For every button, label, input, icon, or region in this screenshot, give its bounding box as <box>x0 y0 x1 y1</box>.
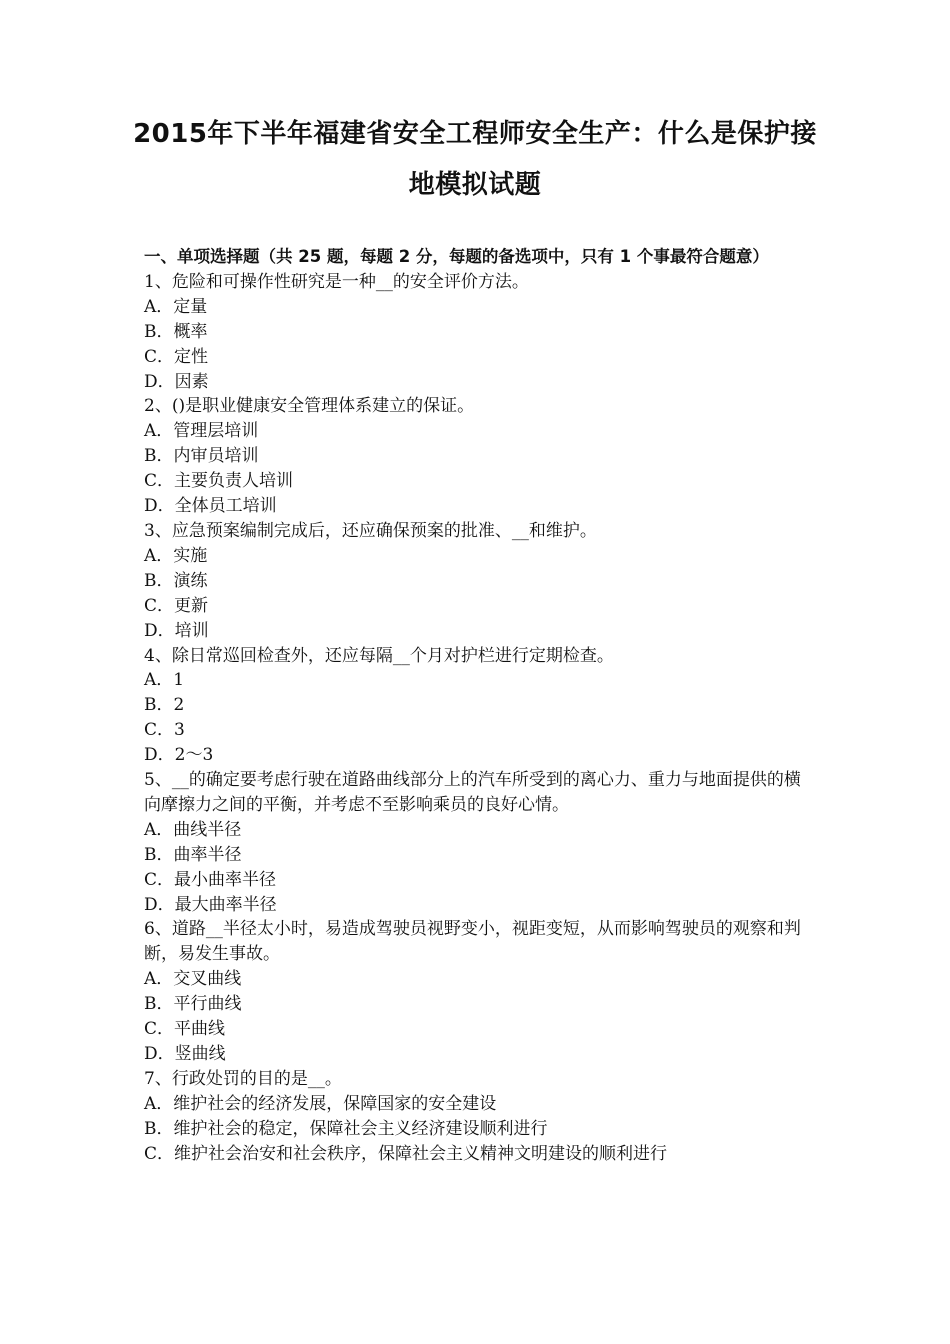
option-a: A．交叉曲线 <box>144 969 242 990</box>
option-d: D．因素 <box>144 371 209 392</box>
option-c: C．主要负责人培训 <box>144 471 294 492</box>
document-body <box>144 245 814 1167</box>
question-7 <box>144 1067 814 1167</box>
option-d: D．2～3 <box>144 745 214 766</box>
option-c: C．定性 <box>144 346 209 367</box>
option-a: A．定量 <box>144 296 208 317</box>
question-6 <box>144 917 814 1066</box>
option-d: D．最大曲率半径 <box>144 894 277 915</box>
option-a: A．1 <box>144 670 185 691</box>
question-stem: 4、除日常巡回检查外，还应每隔__个月对护栏进行定期检查。 <box>144 645 614 666</box>
question-stem: 1、危险和可操作性研究是一种__的安全评价方法。 <box>144 271 529 292</box>
option-b: B．演练 <box>144 570 208 591</box>
section-heading: 一、单项选择题（共 25 题，每题 2 分，每题的备选项中，只有 1 个事最符合题意） <box>144 247 769 266</box>
document-title-line-2: 地模拟试题 <box>408 170 542 200</box>
question-stem: 7、行政处罚的目的是__。 <box>144 1068 342 1089</box>
question-5 <box>144 768 814 917</box>
question-stem: 5、__的确定要考虑行驶在道路曲线部分上的汽车所受到的离心力、重力与地面提供的横向摩擦力之间的平衡，并考虑不至影响乘员的良好心情。 <box>144 770 801 815</box>
option-b: B．内审员培训 <box>144 446 259 467</box>
option-b: B．2 <box>144 695 185 716</box>
option-c: C．最小曲率半径 <box>144 869 277 890</box>
question-stem: 3、应急预案编制完成后，还应确保预案的批准、__和维护。 <box>144 520 597 541</box>
option-b: B．概率 <box>144 321 208 342</box>
option-d: D．全体员工培训 <box>144 496 277 517</box>
option-b: B．平行曲线 <box>144 994 242 1015</box>
question-1 <box>144 270 814 395</box>
option-a: A．曲线半径 <box>144 819 242 840</box>
question-stem: 6、道路__半径太小时，易造成驾驶员视野变小，视距变短，从而影响驾驶员的观察和判断，易发生事故。 <box>144 919 801 965</box>
option-c: C．维护社会治安和社会秩序，保障社会主义精神文明建设的顺利进行 <box>144 1143 668 1164</box>
option-a: A．实施 <box>144 545 208 566</box>
option-a: A．管理层培训 <box>144 421 259 442</box>
option-d: D．培训 <box>144 620 209 641</box>
option-a: A．维护社会的经济发展，保障国家的安全建设 <box>144 1093 497 1114</box>
option-c: C．3 <box>144 720 185 741</box>
option-b: B．曲率半径 <box>144 844 242 865</box>
option-c: C．平曲线 <box>144 1019 226 1040</box>
option-c: C．更新 <box>144 595 209 616</box>
option-d: D．竖曲线 <box>144 1044 226 1064</box>
question-4 <box>144 644 814 769</box>
document-title-line-1: 2015年下半年福建省安全工程师安全生产：什么是保护接 <box>133 119 817 149</box>
question-stem: 2、()是职业健康安全管理体系建立的保证。 <box>144 396 475 417</box>
option-b: B．维护社会的稳定，保障社会主义经济建设顺利进行 <box>144 1118 548 1139</box>
question-3 <box>144 519 814 644</box>
question-2 <box>144 394 814 519</box>
